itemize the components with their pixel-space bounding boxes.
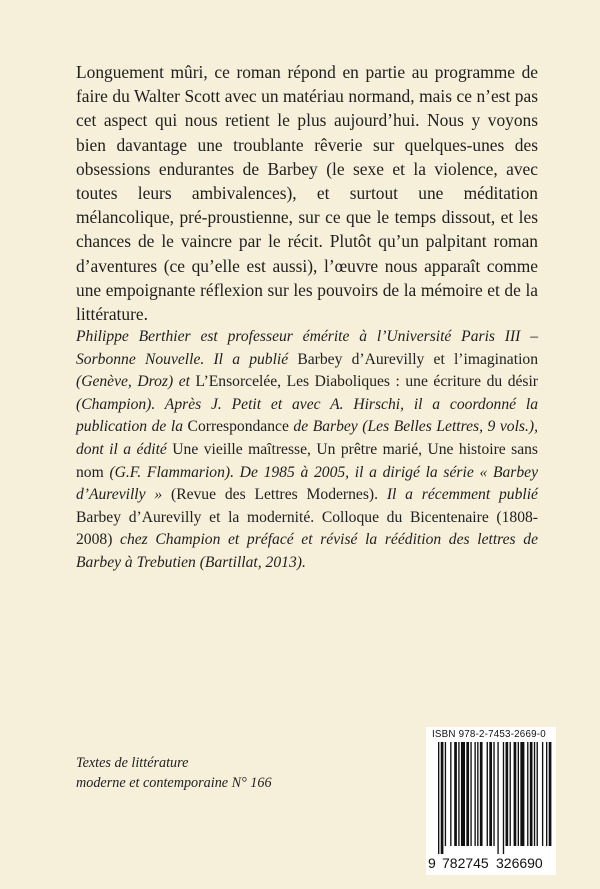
bio-title: Barbey d’Aurevilly et la modernité. Colloque du Bicentenaire (1808-2008)	[76, 508, 538, 549]
barcode-bar	[497, 742, 498, 854]
barcode-bar	[461, 742, 465, 846]
series-line-1: Textes de littérature	[76, 755, 189, 771]
barcode-bar	[542, 742, 543, 846]
barcode-bar	[458, 742, 459, 846]
barcode-bar	[450, 742, 451, 846]
barcode-bar	[503, 742, 504, 854]
series-line-2: moderne et contemporaine N° 166	[76, 775, 272, 791]
book-blurb	[76, 60, 538, 326]
bio-title: (Revue des Lettres Modernes).	[171, 486, 379, 504]
barcode-bar	[477, 742, 478, 846]
barcode-bar	[506, 742, 509, 846]
blurb-paragraph: Longuement mûri, ce roman répond en partie au programme de faire du Walter Scott avec un matériau normand, mais ce n’est pas cet aspect qui nous retient le plus aujourd’hui. Nous y voyons bien davantage une troublante rêverie sur quelques-unes des obsessions endurantes de Barbey (le sexe et la violence, avec toutes leurs ambivalences), et surtout une méditation mélancolique, pré-proustienne, sur ce que le temps dissout, et les chances de le vaincre par le récit. Plutôt qu’un palpitant roman d’aventures (ce qu’elle est aussi), l’œuvre nous apparaît comme une empoignante réflexion sur les pouvoirs de la mémoire et de la littérature.	[76, 62, 538, 325]
bio-segment: (G.F. Flammarion). De 1985 à 2005, il a dirigé la série « Barbey d’Aurevilly »	[76, 463, 538, 504]
bio-segment: Il a récemment publié	[378, 486, 538, 504]
barcode-bar	[445, 742, 446, 846]
barcode-icon	[426, 742, 556, 872]
barcode-bar	[510, 742, 511, 846]
barcode-digits-left: 782745	[442, 855, 489, 871]
barcode-bar	[441, 742, 444, 854]
barcode-digits-right: 326690	[496, 855, 543, 871]
isbn-label: ISBN 978-2-7453-2669-0	[432, 729, 546, 740]
bio-segment: de Barbey (Les Belles Lettres, 9 vols.), dont il a édité	[76, 418, 538, 458]
barcode-bar	[518, 742, 519, 846]
barcode-bar	[454, 742, 457, 846]
barcode-bar	[474, 742, 475, 846]
barcode-bar	[493, 742, 494, 846]
barcode-digit-first: 9	[428, 855, 436, 871]
bio-segment: chez Champion et préfacé et révisé la réédition des lettres de Barbey à Trebutien (Bartillat, 2013).	[76, 531, 538, 571]
bio-title: Barbey d’Aurevilly et l’imagination	[297, 350, 538, 368]
isbn-barcode-block	[426, 727, 556, 875]
series-info	[76, 753, 336, 793]
bio-segment: (Genève, Droz) et	[76, 373, 196, 391]
barcode-bar	[549, 742, 552, 846]
barcode-bar	[546, 742, 547, 846]
bio-title: L’Ensorcelée, Les Diaboliques : une écriture du désir	[195, 373, 538, 391]
barcode-bar	[466, 742, 469, 846]
barcode-bar	[534, 742, 535, 846]
barcode-bar	[470, 742, 471, 846]
barcode-bar	[487, 742, 488, 846]
author-bio-paragraph	[76, 326, 538, 575]
barcode-bar	[480, 742, 483, 846]
bio-title: Correspondance	[187, 418, 289, 436]
bio-title: Une vieille maîtresse, Un prêtre marié, Une histoire sans nom	[76, 440, 538, 481]
barcode-bar	[537, 742, 538, 846]
barcode-bar	[520, 742, 524, 846]
barcode-bar	[489, 742, 492, 846]
author-bio	[76, 326, 538, 575]
barcode-bar	[530, 742, 533, 846]
bio-segment: (Champion). Après J. Petit et avec A. Hirschi, il a coordonné la publication de la	[76, 395, 538, 436]
bio-segment: Philippe Berthier est professeur émérite à l’Université Paris III – Sorbonne Nouvelle. Il a publié	[76, 328, 538, 368]
barcode-bar	[527, 742, 528, 846]
barcode-bar	[438, 742, 439, 854]
barcode-bar	[514, 742, 517, 846]
